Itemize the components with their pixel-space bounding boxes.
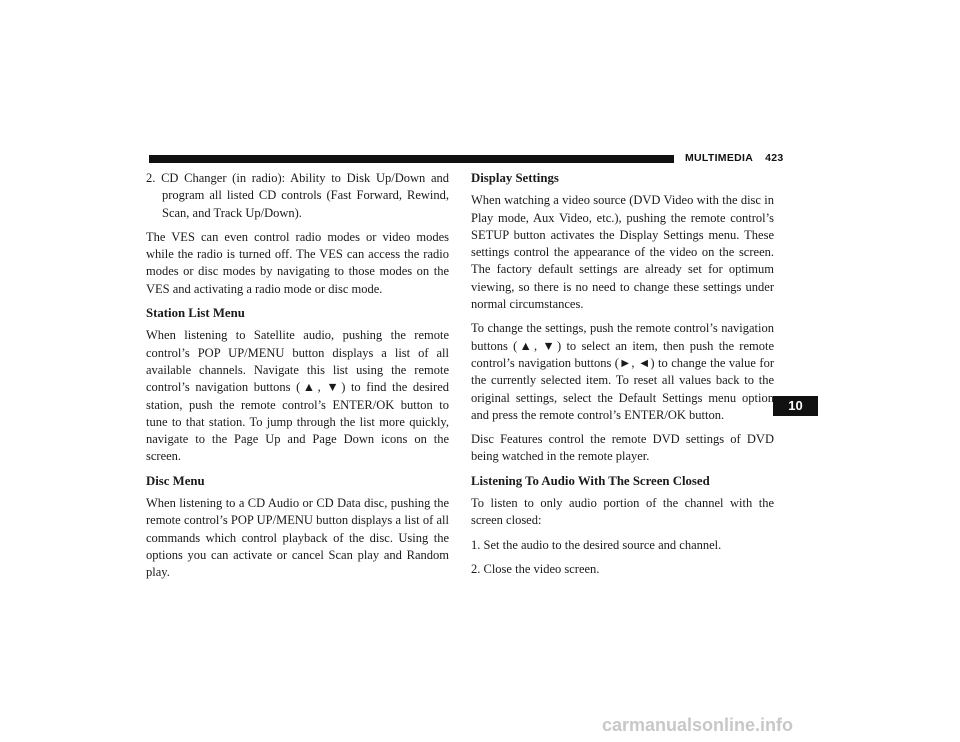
running-header [685,152,784,164]
header-rule [149,155,674,163]
section-title: MULTIMEDIA [685,152,754,164]
right-column [471,170,774,585]
screen-closed-heading: Listening To Audio With The Screen Closed [471,473,710,488]
screen-closed-intro: To listen to only audio portion of the channel with the screen closed: [471,496,774,528]
disc-menu-heading: Disc Menu [146,473,205,488]
change-settings-paragraph: To change the settings, push the remote control’s navigation buttons (▲, ▼) to select an item, then push the remote control’s navigation buttons (►, ◄) to change the value for the currently selected item. To reset all values back to the original settings, select the Default Settings menu option and press the remote control’s ENTER/OK button. [471,321,774,422]
disc-menu-paragraph: When listening to a CD Audio or CD Data disc, pushing the remote control’s POP UP/MENU button displays a list of all commands which control playback of the disc. Using the options you can activate or cancel Scan play and Random play. [146,496,449,580]
left-column [146,170,449,589]
disc-features-paragraph: Disc Features control the remote DVD settings of DVD being watched in the remote player. [471,432,774,464]
page-number: 423 [765,152,784,164]
watermark-logo: carmanualsonline.info [602,715,794,735]
ves-paragraph: The VES can even control radio modes or video modes while the radio is turned off. The VES can access the radio modes or disc modes by navigating to those modes on the VES and activating a radio mode or disc mode. [146,229,449,296]
step-2: 2. Close the video screen. [471,561,600,576]
station-list-paragraph: When listening to Satellite audio, pushing the remote control’s POP UP/MENU button displays a list of all available channels. Navigate this list using the remote control’s navigation buttons (▲, ▼) to find the desired station, push the remote control’s ENTER/OK button to tune to that station. To jump through the list more quickly, navigate to the Page Up and Page Down icons on the screen. [146,328,449,464]
step-1: 1. Set the audio to the desired source and channel. [471,537,722,552]
chapter-tab: 10 [773,396,818,416]
display-settings-heading: Display Settings [471,171,559,185]
cd-changer-item: 2. CD Changer (in radio): Ability to Disk Up/Down and program all listed CD controls (Fast Forward, Rewind, Scan, and Track Up/Down). [146,171,449,220]
display-settings-paragraph: When watching a video source (DVD Video with the disc in Play mode, Aux Video, etc.), pushing the remote control’s SETUP button activates the Display Settings menu. These settings control the appearance of the video on the screen. The factory default settings are already set for optimum viewing, so there is no need to change these settings under normal circumstances. [471,193,774,312]
station-list-heading: Station List Menu [146,306,245,321]
